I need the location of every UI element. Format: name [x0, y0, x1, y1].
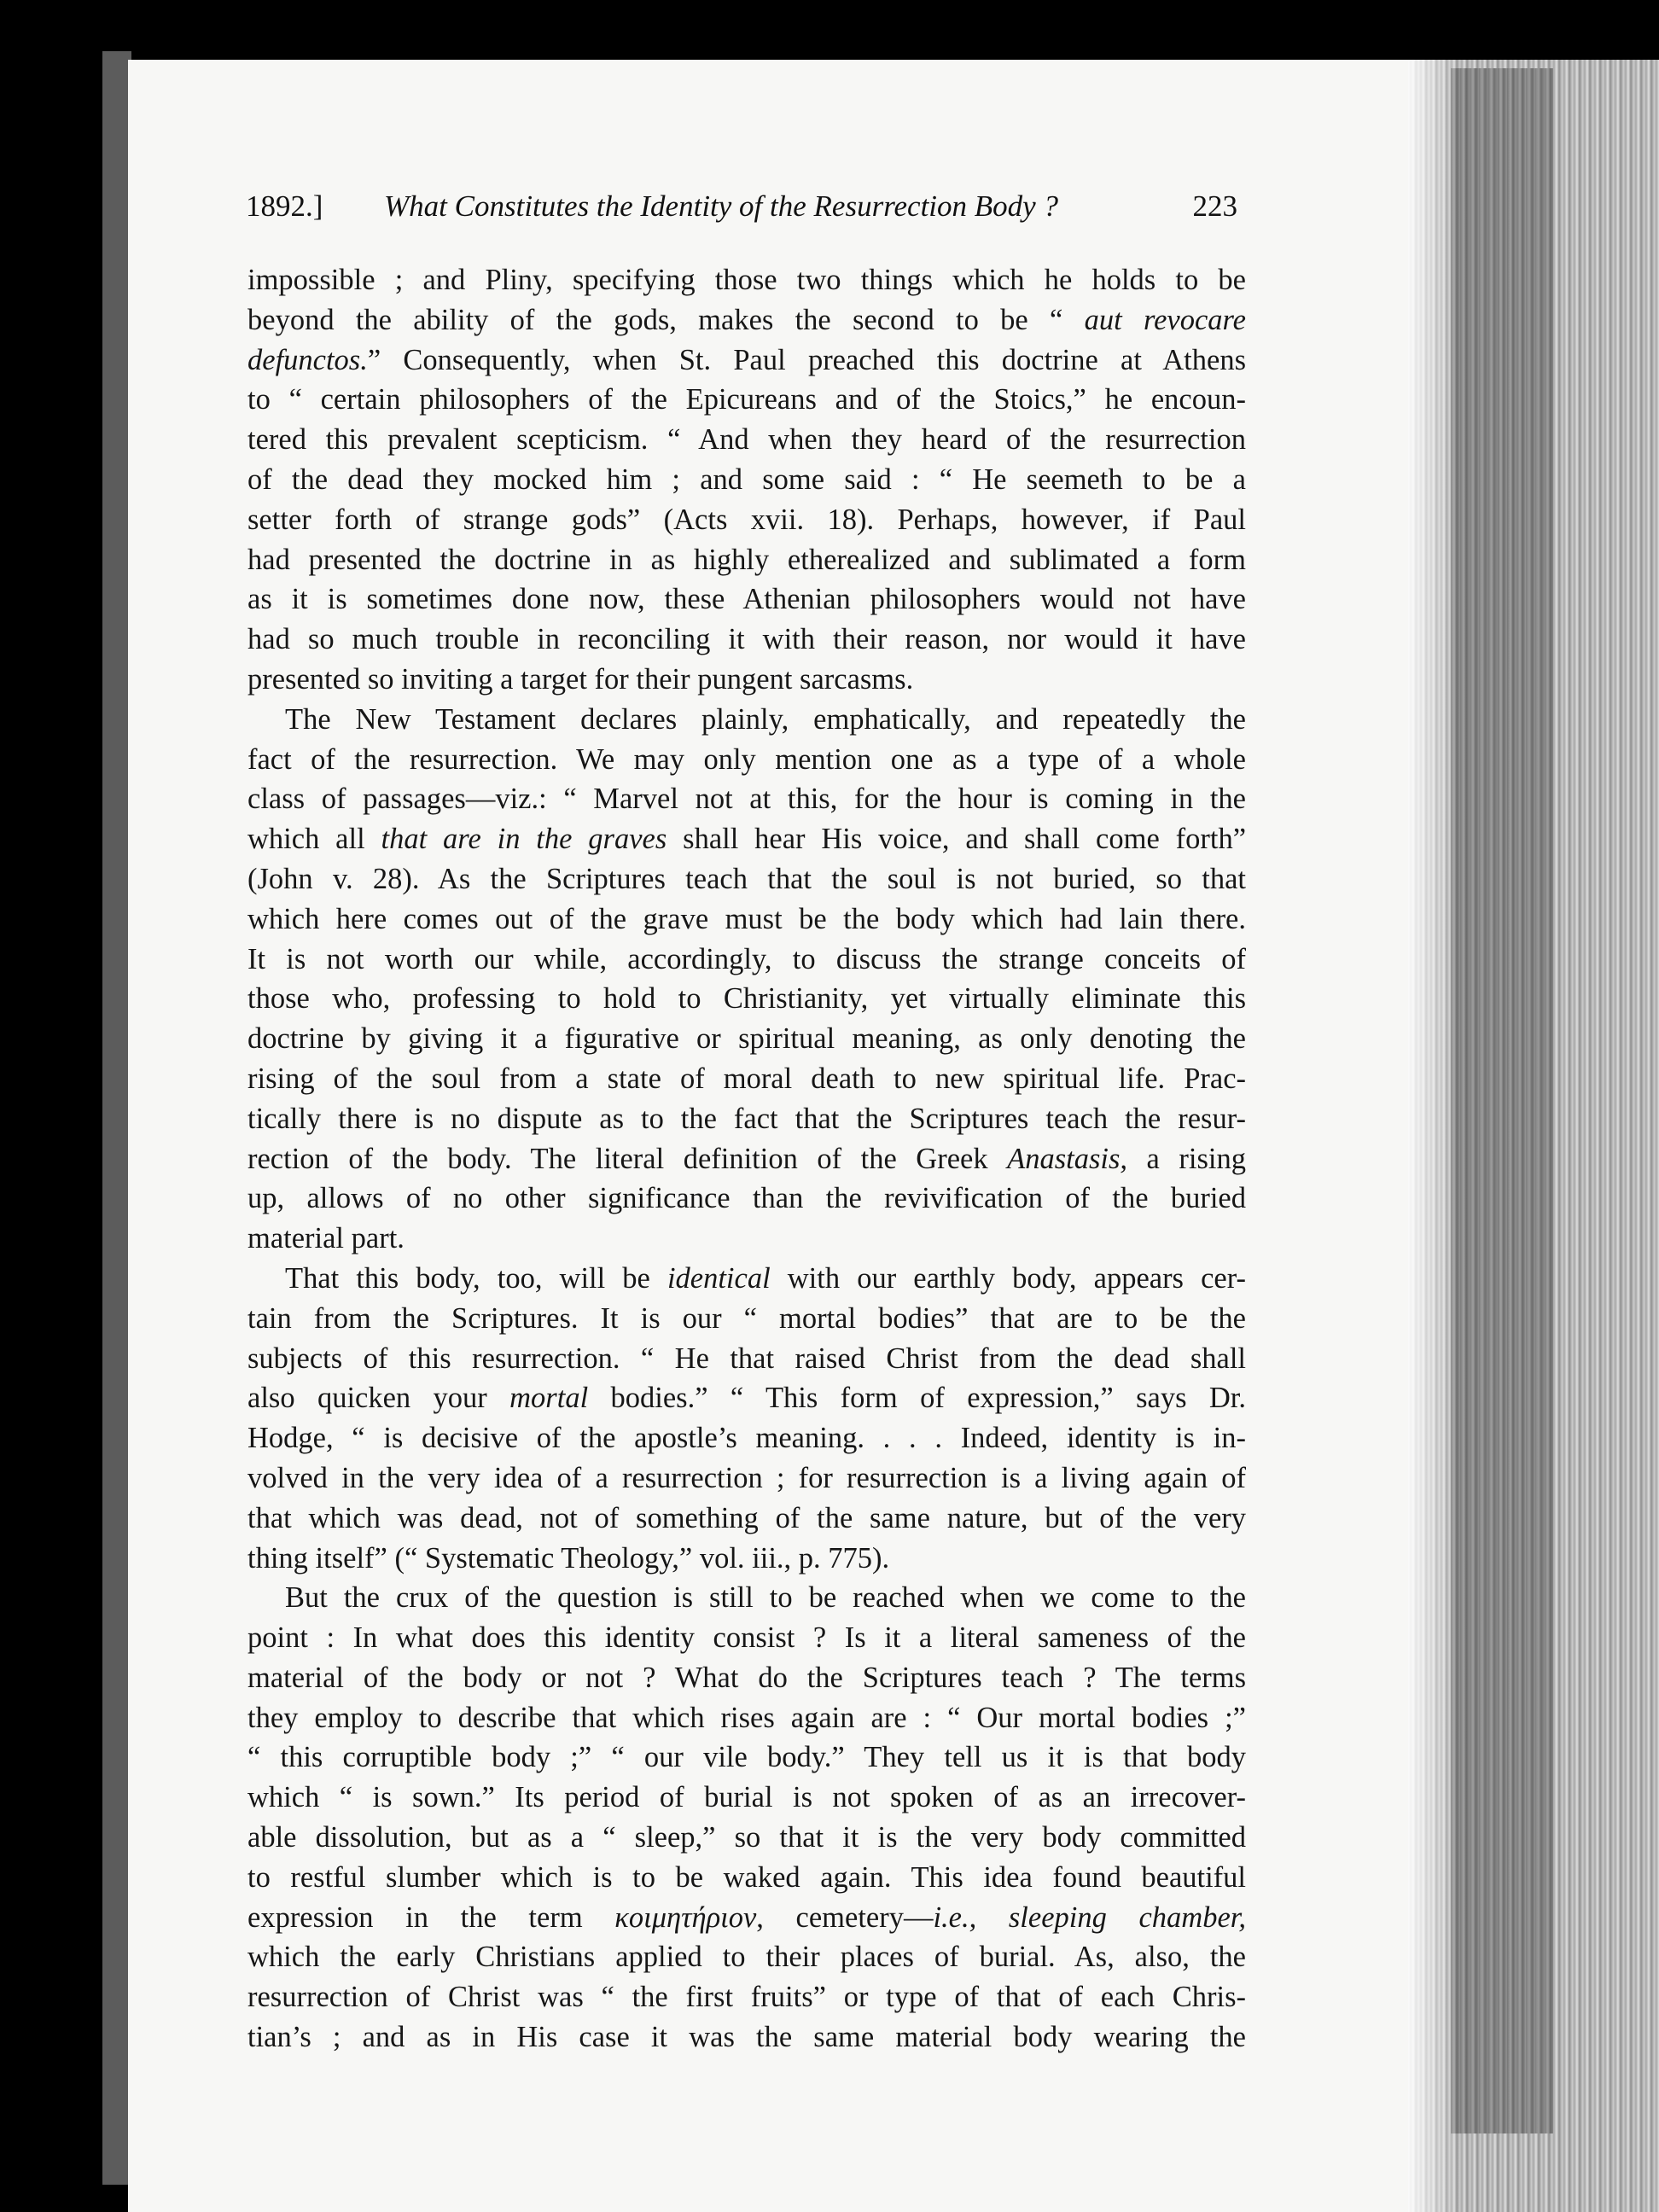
page-number: 223 [1192, 189, 1237, 223]
text-line [247, 1219, 1246, 1259]
text-line [247, 1937, 1246, 1977]
text-line [247, 1738, 1246, 1778]
scan-border-top [0, 0, 1659, 60]
text-segment: a rising [1127, 1142, 1246, 1175]
text-segment: that which was dead, not of something of the same nature, but of the very [247, 1501, 1246, 1534]
text-segment: which all [247, 823, 381, 856]
text-segment: beyond the ability of the gods, makes the second to be “ [247, 303, 1085, 336]
text-segment: presented so inviting a target for their pungent sarcasms. [247, 662, 914, 696]
text-line [247, 380, 1246, 420]
text-segment: It is not worth our while, accordingly, to discuss the strange conceits of [247, 942, 1246, 975]
text-segment: of the dead they mocked him ; and some said : “ He seemeth to be a [247, 463, 1246, 496]
text-line [247, 1698, 1246, 1738]
text-line [247, 260, 1246, 300]
text-segment: doctrine by giving it a figurative or spiritual meaning, as only denoting the [247, 1022, 1246, 1056]
text-line [247, 979, 1246, 1019]
text-segment: shall hear His voice, and shall come forth” [667, 823, 1247, 856]
text-segment: material of the body or not ? What do the Scriptures teach ? The terms [247, 1661, 1246, 1694]
text-line [247, 1418, 1246, 1458]
text-line [247, 460, 1246, 500]
text-segment: , cemetery— [756, 1901, 934, 1934]
text-line [247, 500, 1246, 540]
italic-text: κοιμητήριον [614, 1901, 757, 1934]
text-line [247, 1499, 1246, 1539]
text-line [247, 579, 1246, 620]
text-line [247, 1378, 1246, 1418]
running-head [246, 189, 1237, 232]
text-segment: subjects of this resurrection. “ He that raised Christ from the dead shall [247, 1342, 1246, 1375]
italic-text: mortal [509, 1382, 589, 1415]
text-line [247, 1858, 1246, 1898]
text-line [247, 1179, 1246, 1219]
running-head-year: 1892.] [246, 189, 323, 223]
text-segment: rection of the body. The literal definition of the Greek [247, 1142, 1008, 1175]
text-line [247, 1019, 1246, 1059]
text-segment: also quicken your [247, 1382, 510, 1415]
text-line [247, 1099, 1246, 1139]
text-segment: setter forth of strange gods” (Acts xvii. 18). Perhaps, however, if Paul [247, 503, 1246, 536]
text-line [247, 1818, 1246, 1858]
text-line [247, 819, 1246, 859]
text-segment: which “ is sown.” Its period of burial is not spoken of as an irrecover- [247, 1781, 1246, 1814]
page-edges-texture [1451, 68, 1553, 2133]
text-segment: able dissolution, but as a “ sleep,” so that it is the very body committed [247, 1821, 1246, 1854]
text-line [247, 1458, 1246, 1499]
text-segment: those who, professing to hold to Christianity, yet virtually eliminate this [247, 982, 1246, 1016]
body-text [247, 260, 1246, 2058]
text-segment: tically there is no dispute as to the fact that the Scriptures teach the resur- [247, 1102, 1246, 1135]
text-line [247, 300, 1246, 341]
text-segment: (John v. 28). As the Scriptures teach that the soul is not buried, so that [247, 862, 1246, 895]
text-segment: had so much trouble in reconciling it with their reason, nor would it have [247, 623, 1246, 656]
italic-text: identical [667, 1261, 771, 1295]
running-head-title: What Constitutes the Identity of the Resurrection Body ? [384, 189, 1058, 223]
text-segment: But the crux of the question is still to be reached when we come to the [285, 1581, 1246, 1615]
text-segment: class of passages—viz.: “ Marvel not at this, for the hour is coming in the [247, 783, 1246, 816]
text-line [247, 1059, 1246, 1099]
text-segment: volved in the very idea of a resurrection ; for resurrection is a living again of [247, 1461, 1246, 1494]
text-line [247, 1778, 1246, 1818]
italic-text: i.e., sleeping chamber, [933, 1901, 1246, 1934]
text-line [247, 341, 1246, 381]
text-line [247, 700, 1246, 740]
text-segment: to “ certain philosophers of the Epicureans and of the Stoics,” he encoun- [247, 383, 1246, 416]
text-segment: bodies.” “ This form of expression,” says Dr. [588, 1382, 1246, 1415]
page-edge-highlight [1408, 60, 1459, 2212]
text-segment: impossible ; and Pliny, specifying those two things which he holds to be [247, 264, 1246, 296]
text-segment: which the early Christians applied to their places of burial. As, also, the [247, 1941, 1246, 1974]
text-segment: thing itself” (“ Systematic Theology,” vol. iii., p. 775). [247, 1541, 890, 1575]
text-line [247, 1578, 1246, 1618]
text-segment: with our earthly body, appears cer- [770, 1261, 1246, 1295]
text-line [247, 1299, 1246, 1339]
text-segment: ” Consequently, when St. Paul preached this doctrine at Athens [367, 343, 1246, 376]
book-gutter [102, 51, 131, 2185]
italic-text: that are in the graves [381, 823, 667, 856]
text-line [247, 1977, 1246, 2017]
text-line [247, 740, 1246, 780]
text-segment: fact of the resurrection. We may only mention one as a type of a whole [247, 742, 1246, 776]
text-segment: resurrection of Christ was “ the first fruits” or type of that of each Chris- [247, 1981, 1246, 2014]
text-segment: Hodge, “ is decisive of the apostle’s meaning. . . . Indeed, identity is in- [247, 1422, 1246, 1455]
text-line [247, 1539, 1246, 1579]
text-line [247, 620, 1246, 660]
text-segment: tered this prevalent scepticism. “ And when they heard of the resurrection [247, 423, 1246, 457]
text-line [247, 899, 1246, 940]
italic-text: Anastasis, [1007, 1142, 1128, 1175]
text-segment: “ this corruptible body ;” “ our vile body.” They tell us it is that body [247, 1741, 1246, 1774]
text-segment: material part. [247, 1222, 405, 1255]
text-line [247, 1139, 1246, 1179]
text-segment: tain from the Scriptures. It is our “ mortal bodies” that are to be the [247, 1301, 1246, 1335]
italic-text: defunctos. [247, 343, 368, 376]
text-line [247, 940, 1246, 980]
text-segment: point : In what does this identity consist ? Is it a literal sameness of the [247, 1621, 1246, 1655]
text-line [247, 1898, 1246, 1938]
text-segment: The New Testament declares plainly, emphatically, and repeatedly the [285, 702, 1246, 736]
text-line [247, 660, 1246, 700]
text-line [247, 1618, 1246, 1658]
text-segment: up, allows of no other significance than the revivification of the buried [247, 1182, 1246, 1215]
text-segment: expression in the term [247, 1901, 615, 1934]
text-line [247, 1658, 1246, 1698]
text-segment: which here comes out of the grave must be the body which had lain there. [247, 902, 1246, 935]
text-line [247, 779, 1246, 819]
text-line [247, 540, 1246, 580]
text-line [247, 1259, 1246, 1299]
text-line [247, 1339, 1246, 1379]
text-line [247, 2017, 1246, 2058]
text-line [247, 859, 1246, 899]
text-segment: tian’s ; and as in His case it was the same material body wearing the [247, 2021, 1246, 2054]
italic-text: aut revocare [1084, 303, 1246, 336]
text-segment: as it is sometimes done now, these Athenian philosophers would not have [247, 583, 1246, 616]
text-line [247, 420, 1246, 460]
text-segment: they employ to describe that which rises again are : “ Our mortal bodies ;” [247, 1701, 1246, 1734]
text-segment: That this body, too, will be [285, 1261, 667, 1295]
text-segment: rising of the soul from a state of moral death to new spiritual life. Prac- [247, 1062, 1246, 1095]
text-segment: to restful slumber which is to be waked again. This idea found beautiful [247, 1860, 1246, 1894]
text-segment: had presented the doctrine in as highly etherealized and sublimated a form [247, 543, 1246, 576]
